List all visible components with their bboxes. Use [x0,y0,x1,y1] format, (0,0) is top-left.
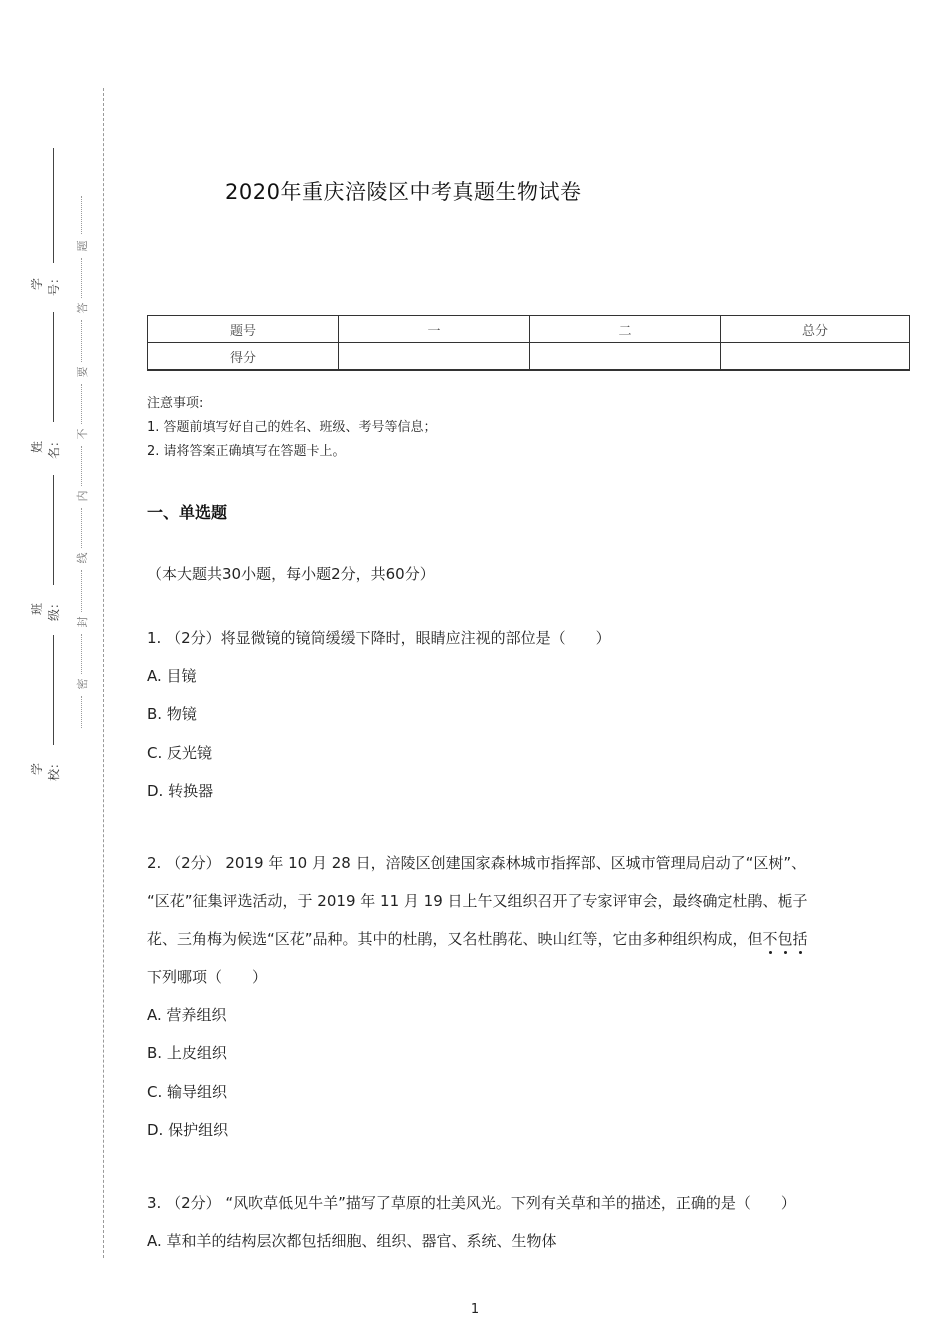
section-title: 一、单选题 [147,503,228,522]
seal-char: 密 [76,678,89,690]
seal-dots [81,634,82,674]
option-c: C. 反光镜 [147,743,213,762]
emphasis-dot [799,951,802,954]
exam-title: 2020年重庆涪陵区中考真题生物试卷 [225,180,582,204]
question-text-segment: 花、三角梅为候选“区花”品种。其中的杜鹃，又名杜鹃花、映山红等，它由多种组织构成，但 [147,930,763,948]
option-b: B. 物镜 [147,705,197,724]
question-3 [147,1184,796,1260]
row-label-cell: 得分 [148,343,339,371]
header-cell: 题号 [148,316,339,343]
score-cell [721,343,910,371]
header-cell: 二 [530,316,721,343]
name-line [53,312,54,422]
seal-dots [81,384,82,424]
seal-dots [81,696,82,728]
seal-dots [81,508,82,548]
class-line [53,475,54,585]
binding-dashed-line [103,88,104,1258]
score-cell [339,343,530,371]
page-number: 1 [470,1302,480,1317]
school-line [53,635,54,745]
score-table-score-row [148,343,910,371]
option-d: D. 转换器 [147,781,214,800]
seal-char: 不 [76,428,89,440]
emphasis-dot [769,951,772,954]
question-text-line: 下列哪项（ ） [147,968,268,986]
seal-dots [81,320,82,362]
seal-dots [81,258,82,298]
school-label: 学校： [30,757,61,782]
option-b: B. 上皮组织 [147,1044,227,1063]
option-a: A. 目镜 [147,667,197,685]
seal-dots [81,570,82,612]
notes-block [147,392,437,464]
option-a: A. 草和羊的结构层次都包括细胞、组织、器官、系统、生物体 [147,1232,557,1250]
seal-char: 题 [76,240,89,252]
option-c: C. 输导组织 [147,1082,228,1101]
seal-char: 内 [76,490,89,502]
header-cell: 总分 [721,316,910,343]
student-id-line [53,148,54,263]
score-cell [530,343,721,371]
option-d: D. 保护组织 [147,1120,229,1139]
notes-heading: 注意事项: [147,396,204,411]
class-label: 班级： [30,597,61,622]
emphasis-dot [784,951,787,954]
question-text: 3. （2分） “风吹草低见牛羊”描写了草原的壮美风光。下列有关草和羊的描述，正确的是（ ） [147,1194,796,1212]
header-cell: 一 [339,316,530,343]
seal-char: 封 [76,616,89,628]
seal-char: 线 [76,552,89,564]
emphasis-text [763,930,808,948]
seal-char: 要 [76,366,89,378]
question-1 [147,619,611,810]
question-text: 1. （2分）将显微镜的镜筒缓缓下降时，眼睛应注视的部位是（ ） [147,629,611,647]
option-a: A. 营养组织 [147,1006,227,1024]
score-table [147,315,910,371]
emphasis-word: 不包括 [762,930,808,948]
question-text-line [147,920,907,958]
question-text-line: “区花”征集评选活动，于 2019 年 11 月 19 日上午又组织召开了专家评审会，最终确定杜鹃、栀子 [147,892,808,910]
question-2 [147,844,907,1149]
question-text-line: 2. （2分） 2019 年 10 月 28 日，涪陵区创建国家森林城市指挥部、区城市管理局启动了“区树”、 [147,854,807,872]
seal-dots [81,196,82,234]
seal-char: 答 [76,302,89,314]
name-label: 姓名： [30,435,61,460]
notes-item: 1. 答题前填写好自己的姓名、班级、考号等信息； [147,420,437,435]
score-table-header-row [148,316,910,343]
student-id-label: 学号： [30,272,61,297]
notes-item: 2. 请将答案正确填写在答题卡上。 [147,444,346,459]
section-info: （本大题共30小题，每小题2分，共60分） [147,565,435,583]
seal-dots [81,446,82,486]
